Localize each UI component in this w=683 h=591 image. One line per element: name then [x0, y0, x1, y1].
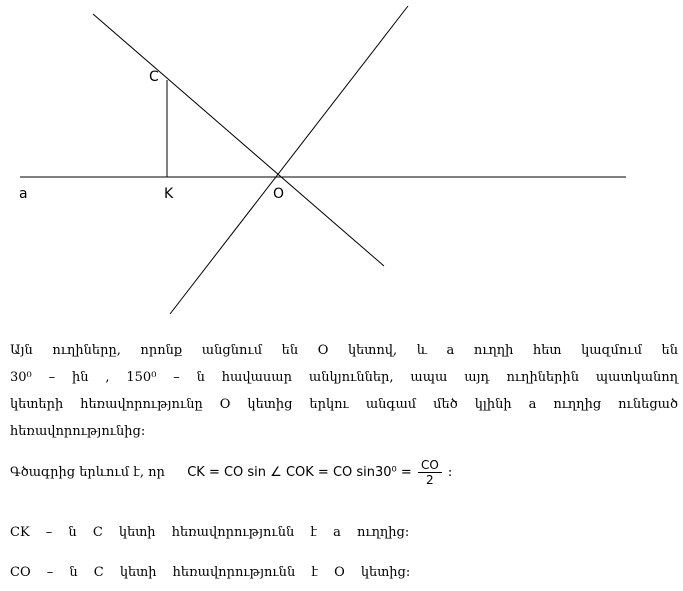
- fraction-numerator: CO: [418, 458, 442, 473]
- p1-line-4: հեռավորությունից:: [10, 424, 146, 439]
- p1-line-3: կետերի հեռավորությունը O կետից երկու անգամ մեծ կլինի a ուղղից ունեցած: [10, 397, 678, 412]
- label-k: K: [164, 186, 174, 202]
- fraction-denominator: 2: [426, 473, 434, 487]
- paragraph-2: [10, 458, 678, 498]
- label-a: a: [19, 186, 28, 202]
- p1-line-2: 30⁰ – ին , 150⁰ – ն հավասար անկյուններ, ապա այդ ուղիներին պատկանող: [10, 370, 678, 385]
- p1-line-1: Այն ուղիները, որոնք անցնում են O կետով, և a ուղղի հետ կազմում են: [10, 343, 678, 358]
- fraction-co-over-2: [418, 458, 442, 487]
- paragraph-4: [10, 559, 678, 586]
- paragraph-3: [10, 519, 678, 546]
- label-c: C: [149, 69, 159, 85]
- line-steep: [170, 6, 408, 314]
- p2-end: :: [447, 465, 453, 480]
- paragraph-1: [10, 337, 678, 445]
- p2-intro: Գծագրից երևում է, որ: [10, 465, 165, 480]
- line-through-c: [93, 14, 384, 266]
- label-o: O: [273, 186, 285, 202]
- p2-formula: CK = CO sin ∠ COK = CO sin30⁰ =: [187, 465, 412, 480]
- p4-text: CO – ն C կետի հեռավորությունն է O կետից:: [10, 565, 411, 580]
- p3-text: CK – ն C կետի հեռավորությունն է a ուղղից:: [10, 525, 410, 540]
